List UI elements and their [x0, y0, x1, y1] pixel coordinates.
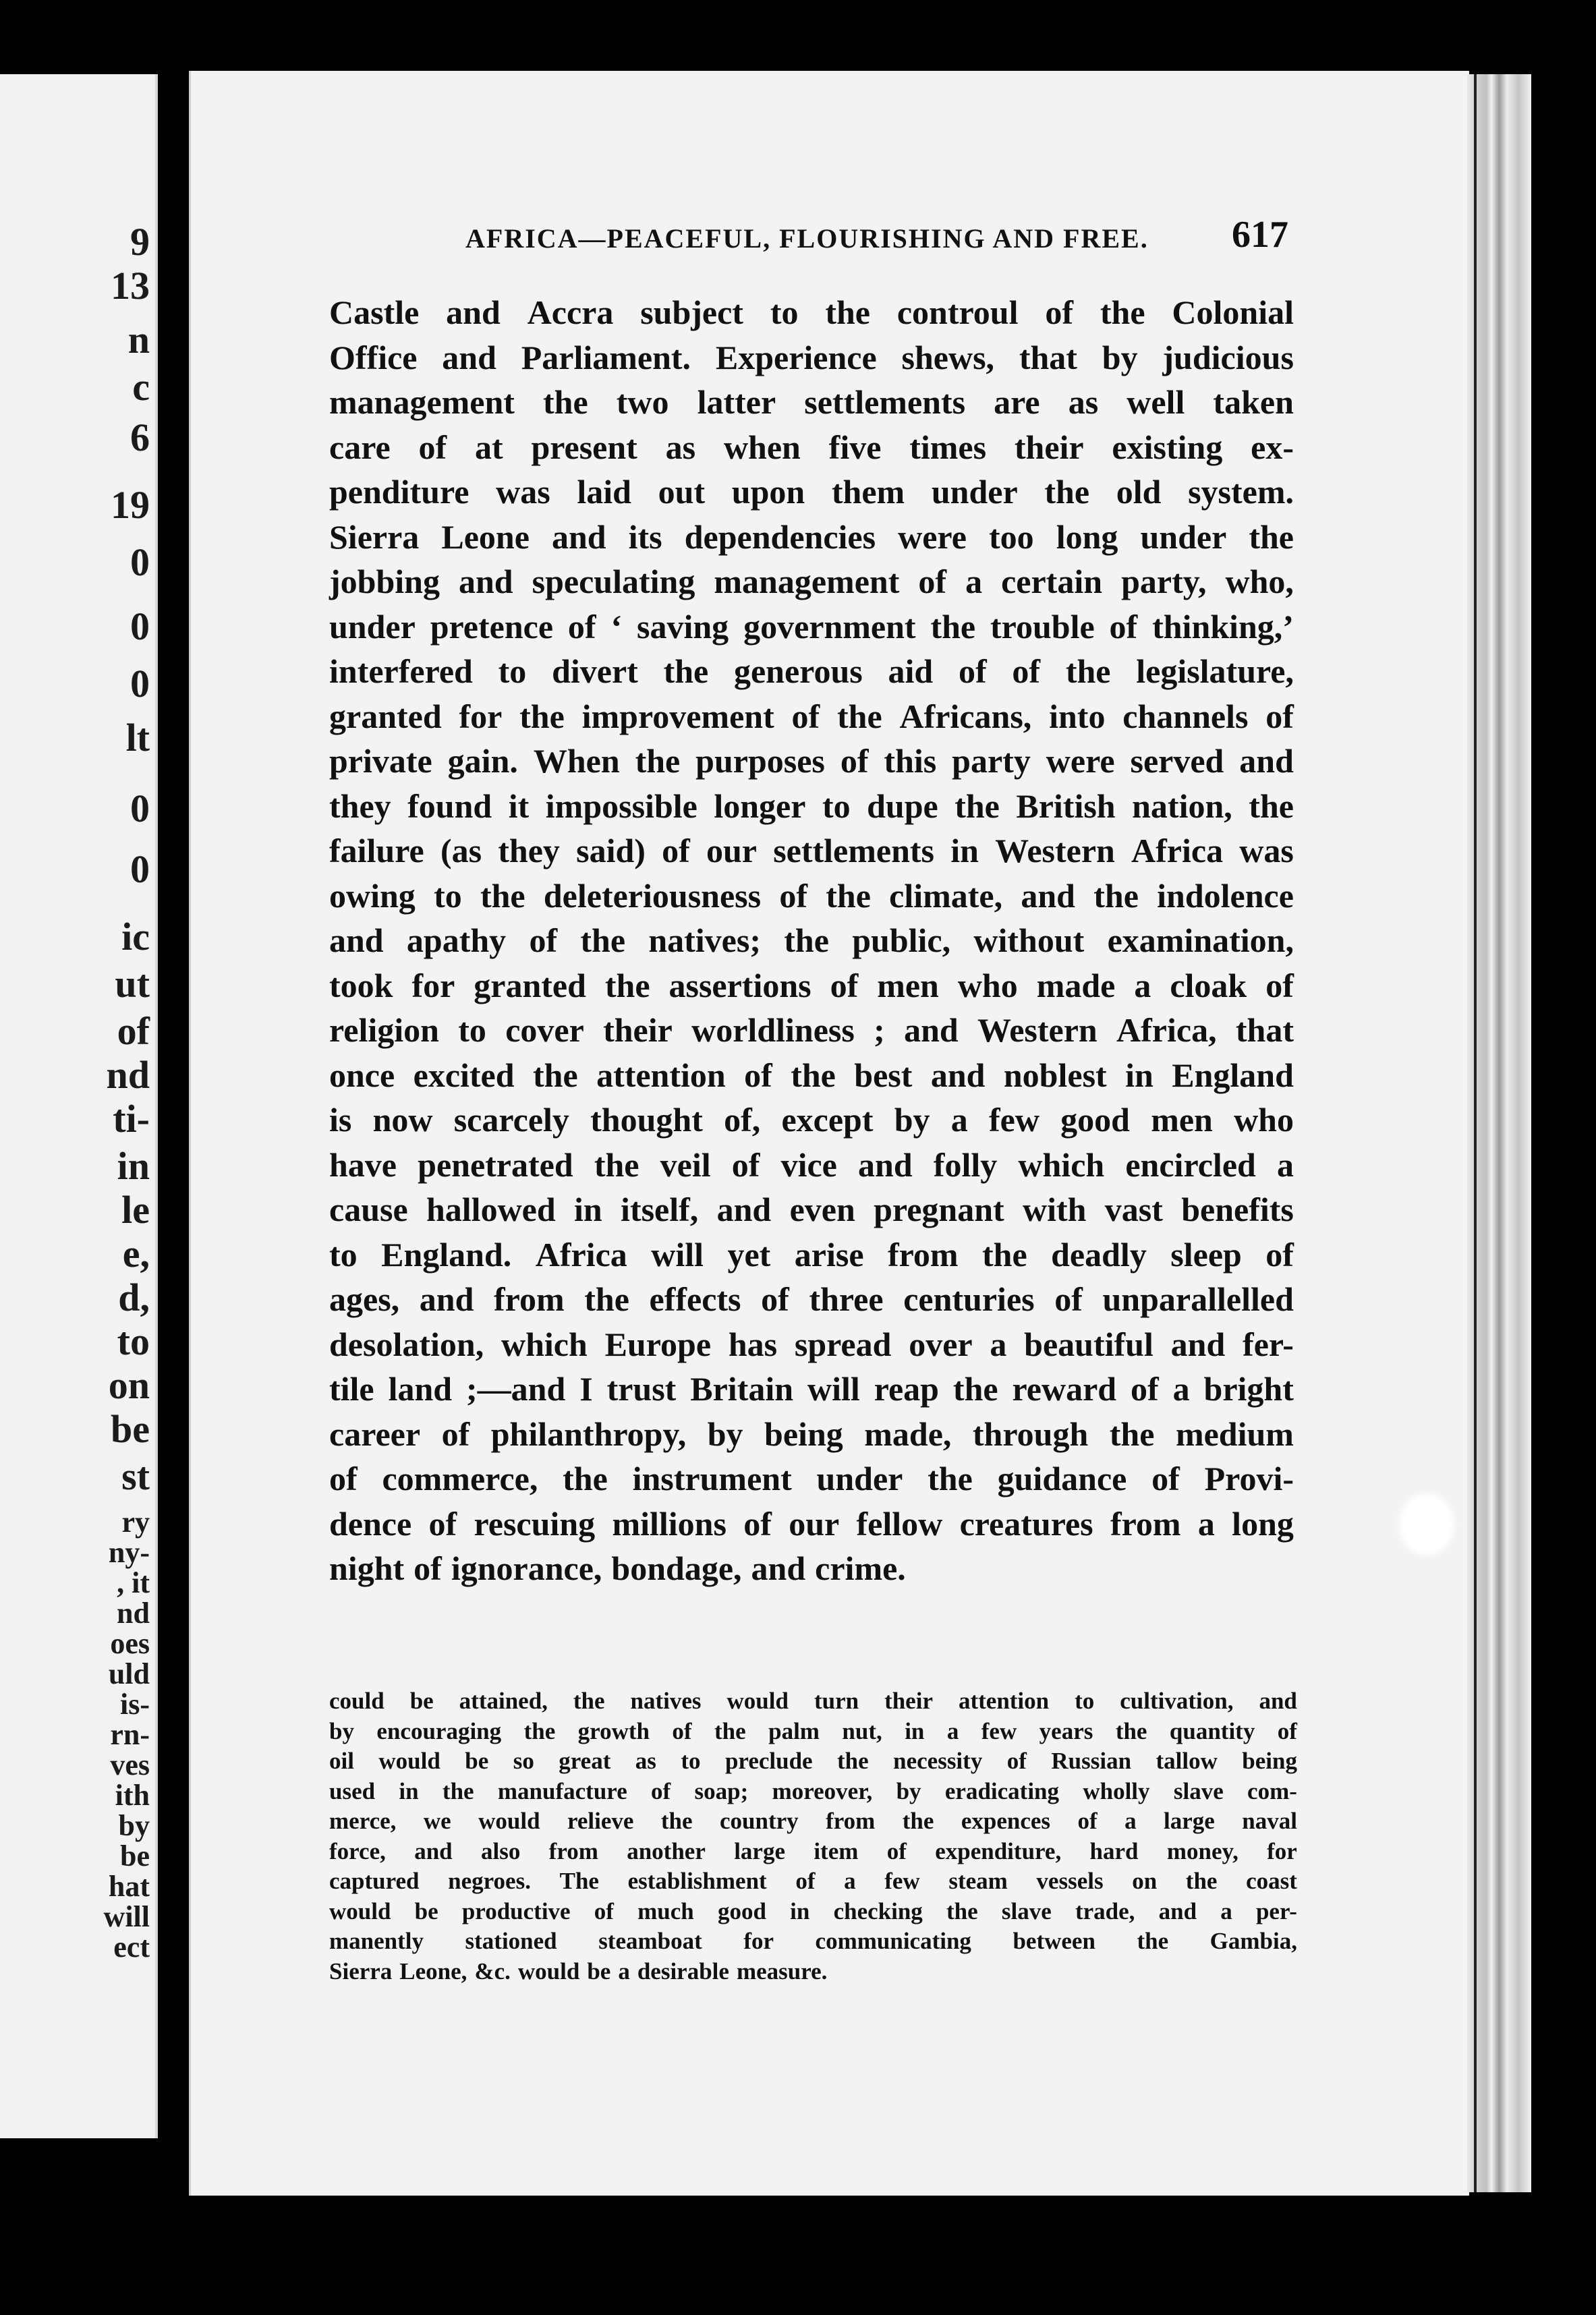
text-line: dence of rescuing millions of our fellow creatures from a long — [329, 1504, 1294, 1543]
left-page-text-fragment: nd — [106, 1053, 150, 1097]
text-line: under pretence of ‘ saving government the trouble of thinking,’ — [329, 607, 1294, 646]
text-line: once excited the attention of the best and noblest in England — [329, 1056, 1294, 1094]
page-number: 617 — [1232, 214, 1288, 256]
text-line: care of at present as when five times their existing ex- — [329, 428, 1294, 466]
left-page-text-fragment: ves — [110, 1748, 150, 1781]
footnote-line: manently stationed steamboat for communicating between the Gambia, — [329, 1928, 1297, 1954]
page-header — [277, 214, 1288, 263]
text-line: private gain. When the purposes of this party were served and — [329, 742, 1294, 780]
text-line: they found it impossible longer to dupe the British nation, the — [329, 787, 1294, 825]
text-line: Castle and Accra subject to the controul of the Colonial — [329, 293, 1294, 331]
left-page-text-fragment: by — [118, 1809, 150, 1842]
text-line: owing to the deleteriousness of the climate, and the indolence — [329, 876, 1294, 915]
text-line: to England. Africa will yet arise from the deadly sleep of — [329, 1235, 1294, 1274]
text-line: is now scarcely thought of, except by a few good men who — [329, 1101, 1294, 1139]
left-page-text-fragment: is- — [120, 1688, 150, 1721]
left-page-text-fragment: ic — [121, 915, 150, 959]
text-line: granted for the improvement of the Africans, into channels of — [329, 697, 1294, 735]
binding-shadow-line — [1474, 74, 1477, 2192]
text-line: interfered to divert the generous aid of of the legislature, — [329, 652, 1294, 690]
footnote-line: Sierra Leone, &c. would be a desirable measure. — [329, 1957, 828, 1984]
left-page-text-fragment: hat — [108, 1870, 150, 1903]
left-page-text-fragment: ti- — [113, 1097, 150, 1141]
left-page-text-fragment: 0 — [130, 540, 150, 584]
text-line: jobbing and speculating management of a certain party, who, — [329, 563, 1294, 600]
footnote-line: oil would be so great as to preclude the necessity of Russian tallow being — [329, 1748, 1297, 1774]
text-line: and apathy of the natives; the public, without examination, — [329, 921, 1294, 959]
left-page-text-fragment: ith — [115, 1779, 150, 1812]
left-page-text-fragment: be — [120, 1839, 150, 1873]
text-line: ages, and from the effects of three centuries of unparallelled — [329, 1280, 1294, 1318]
left-page-text-fragment: ny- — [108, 1536, 150, 1569]
footnote-line: by encouraging the growth of the palm nut, in a few years the quantity of — [329, 1717, 1297, 1744]
left-page-text-fragment: ry — [121, 1506, 150, 1539]
left-page-text-fragment: 0 — [130, 787, 150, 830]
main-text-block — [329, 290, 1294, 1591]
left-page-text-fragment: le — [121, 1188, 150, 1232]
page-edge-binding — [1467, 74, 1531, 2192]
left-page-text-fragment: 0 — [130, 847, 150, 891]
left-page-text-fragment: 13 — [111, 264, 150, 308]
text-line: failure (as they said) of our settlements in Western Africa was — [329, 832, 1294, 869]
left-page-text-fragment: on — [108, 1363, 150, 1407]
text-line: took for granted the assertions of men who made a cloak of — [329, 966, 1294, 1004]
left-page-text-fragment: ut — [115, 962, 150, 1006]
left-page-text-fragment: uld — [108, 1657, 150, 1690]
left-page-text-fragment: ect — [113, 1931, 150, 1964]
text-line: management the two latter settlements are as well taken — [329, 383, 1294, 421]
left-page-text-fragment: rn- — [110, 1718, 150, 1751]
left-page-text-fragment: 6 — [130, 416, 150, 459]
text-line: desolation, which Europe has spread over a beautiful and fer- — [329, 1325, 1294, 1363]
paper-blemish — [1403, 1497, 1450, 1551]
left-page-text-fragment: will — [103, 1900, 150, 1933]
left-page-text-fragment: oes — [110, 1627, 150, 1660]
left-page-text-fragment: to — [117, 1319, 150, 1363]
left-page-text-fragment: lt — [125, 716, 150, 760]
text-line: have penetrated the veil of vice and folly which encircled a — [329, 1145, 1294, 1184]
footnote-line: merce, we would relieve the country from the expences of a large naval — [329, 1808, 1297, 1834]
left-page-text-fragment: nd — [117, 1597, 150, 1630]
text-line: religion to cover their worldliness ; and Western Africa, that — [329, 1011, 1294, 1049]
footnote-line: captured negroes. The establishment of a few steam vessels on the coast — [329, 1868, 1297, 1894]
text-line: cause hallowed in itself, and even pregnant with vast benefits — [329, 1191, 1294, 1228]
left-page-text-fragment: , it — [117, 1566, 150, 1599]
left-page-text-fragment: in — [117, 1144, 150, 1188]
footnote-block — [329, 1686, 1297, 1987]
left-page-text-fragment: be — [111, 1407, 150, 1451]
text-line: Sierra Leone and its dependencies were too long under the — [329, 517, 1294, 556]
left-page-text-fragment: 0 — [130, 604, 150, 648]
left-page-text-fragment: n — [127, 318, 150, 362]
text-line: of commerce, the instrument under the guidance of Provi- — [329, 1460, 1294, 1497]
footnote-line: used in the manufacture of soap; moreover, by eradicating wholly slave com- — [329, 1777, 1297, 1804]
left-page-text-fragment: 9 — [130, 220, 150, 264]
left-page-text-fragment: of — [117, 1009, 150, 1053]
text-line: career of philanthropy, by being made, through the medium — [329, 1414, 1294, 1453]
left-page-text-fragment: st — [121, 1454, 150, 1498]
left-facing-page — [0, 74, 158, 2138]
text-line: tile land ;—and I trust Britain will reap the reward of a bright — [329, 1370, 1294, 1408]
left-page-text-fragment: e, — [122, 1232, 150, 1276]
footnote-line: would be productive of much good in checking the slave trade, and a per- — [329, 1897, 1297, 1924]
text-line: penditure was laid out upon them under the old system. — [329, 473, 1294, 511]
footnote-line: could be attained, the natives would turn their attention to cultivation, and — [329, 1688, 1297, 1714]
left-page-text-fragment: d, — [118, 1276, 150, 1319]
footnote-line: force, and also from another large item of expenditure, hard money, for — [329, 1837, 1297, 1864]
text-line: night of ignorance, bondage, and crime. — [329, 1549, 906, 1587]
left-page-text-fragment: 0 — [130, 662, 150, 706]
running-head: AFRICA—PEACEFUL, FLOURISHING AND FREE. — [465, 223, 1149, 254]
text-line: Office and Parliament. Experience shews, that by judicious — [329, 338, 1294, 376]
left-page-text-fragment: c — [132, 365, 150, 409]
left-page-text-fragment: 19 — [111, 483, 150, 527]
